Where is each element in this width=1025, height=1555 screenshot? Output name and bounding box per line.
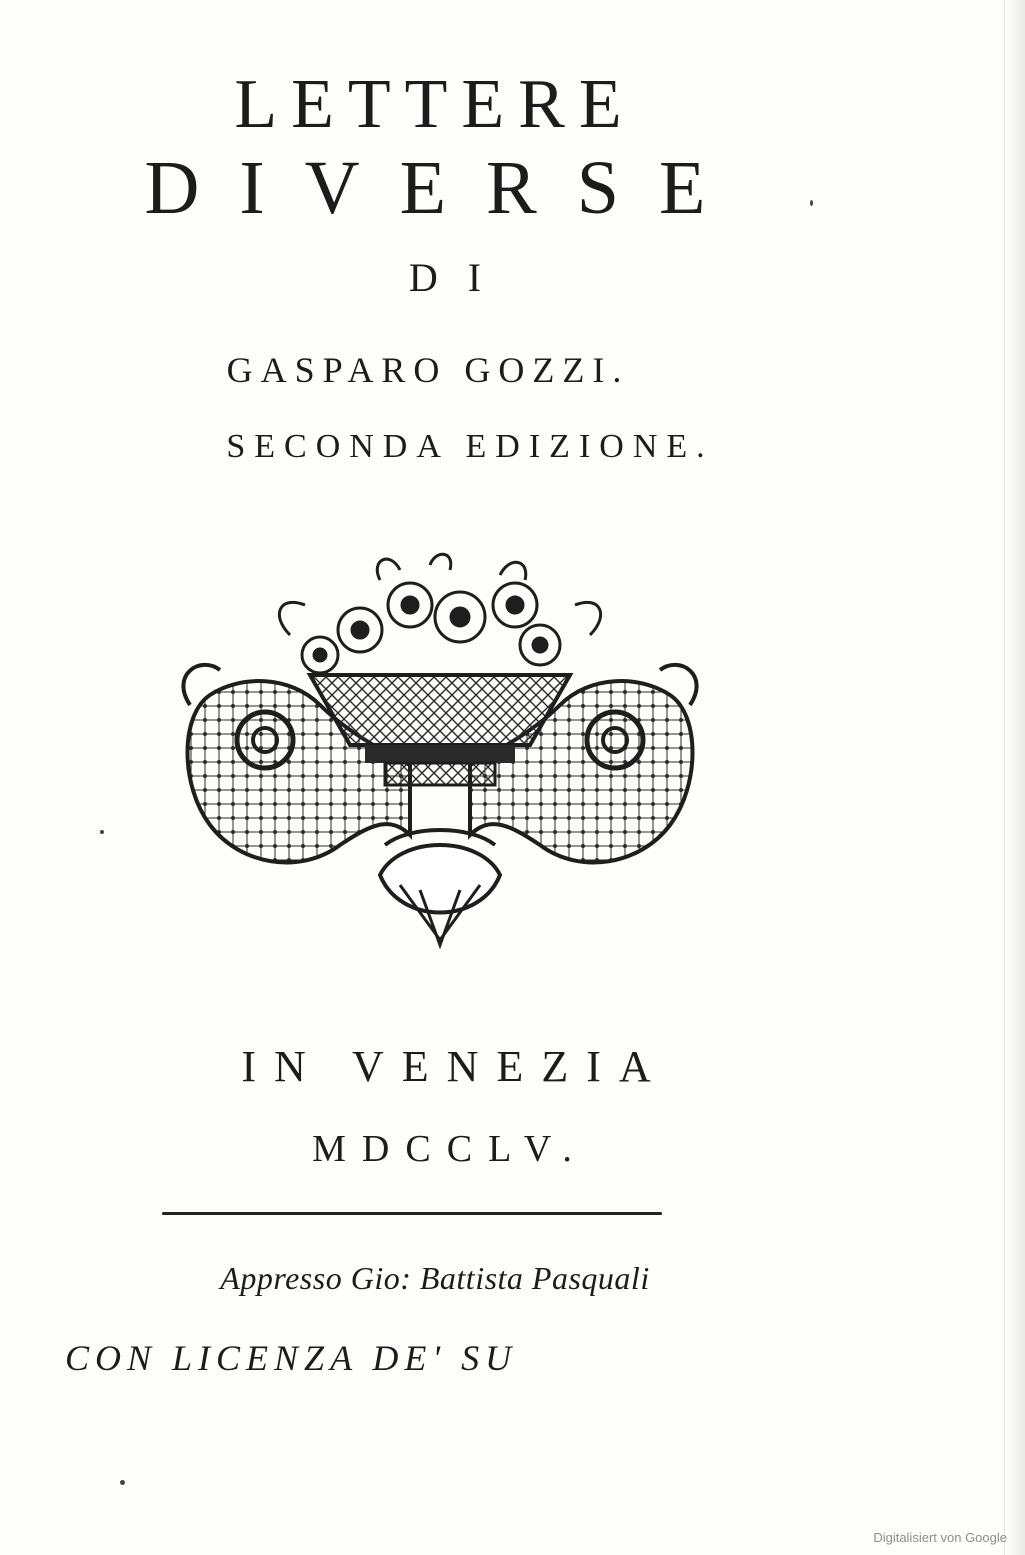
page-edge [1004,0,1025,1555]
imprint-year: MDCCLV. [312,1128,588,1170]
edition-statement: SECONDA EDIZIONE. [226,428,714,465]
ink-speck [810,200,813,206]
title-line-2: DIVERSE [144,146,746,230]
printer-line: Appresso Gio: Battista Pasquali [220,1260,650,1296]
license-line: CON LICENZA DE' SU [65,1338,518,1378]
divider-rule [162,1212,662,1215]
imprint-place: IN VENEZIA [241,1042,669,1091]
preposition: DI [408,255,512,300]
flower-basket-ornament-icon [170,545,710,955]
digitization-watermark: Digitalisiert von Google [873,1530,1007,1545]
ink-speck [100,830,104,834]
ink-speck [120,1480,125,1485]
author-name: GASPARO GOZZI. [226,350,630,390]
title-line-1: LETTERE [234,66,636,143]
